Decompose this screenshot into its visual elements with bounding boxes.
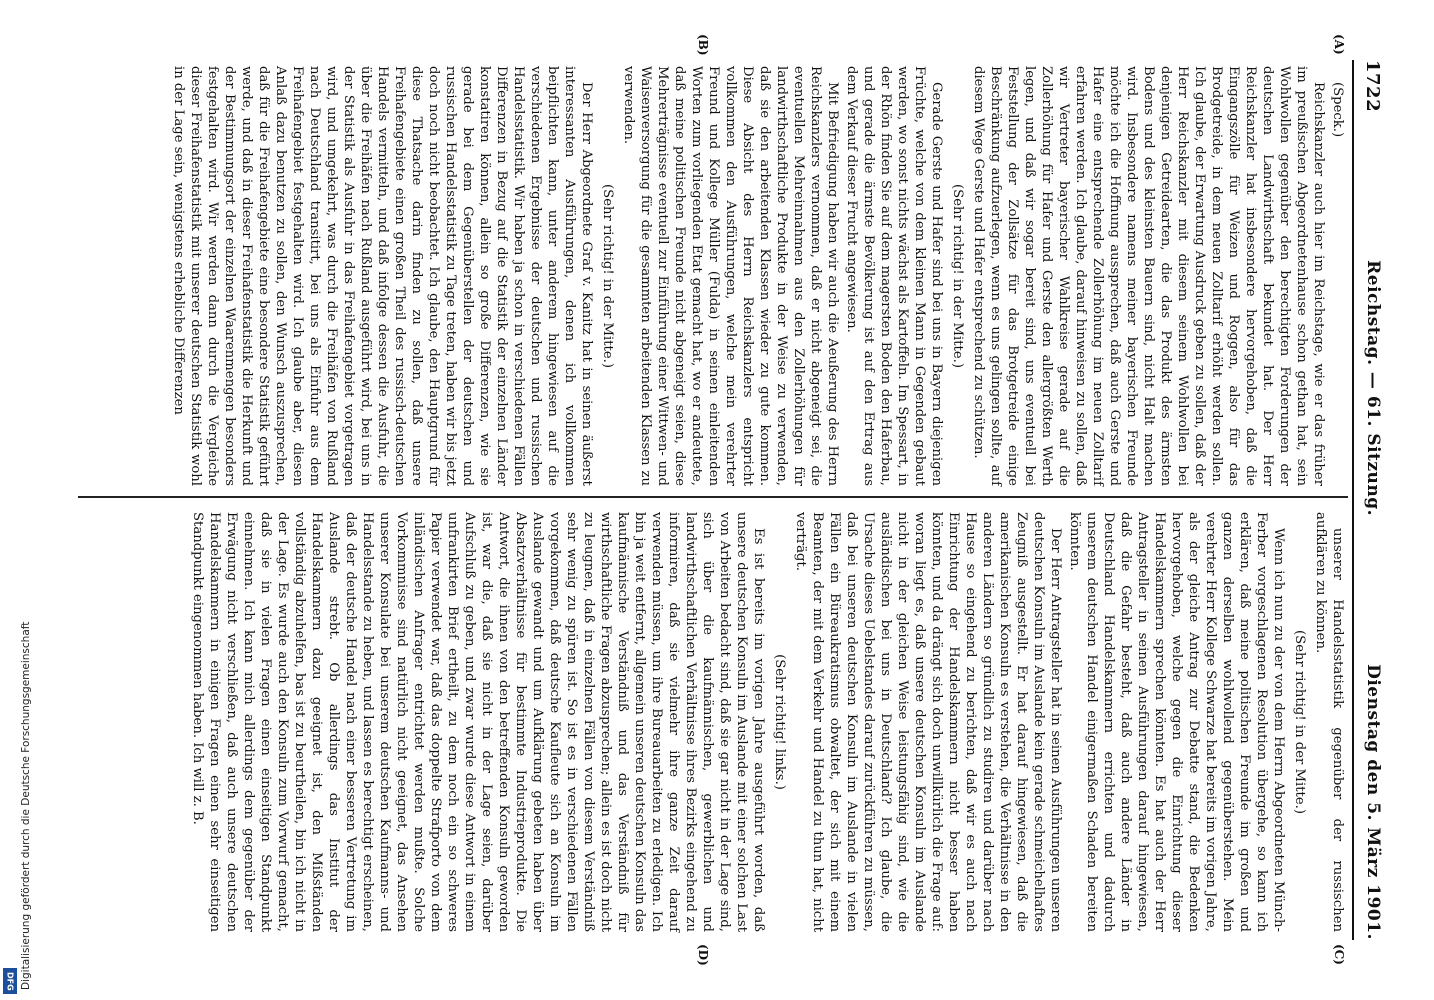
paragraph: Mit Befriedigung haben wir auch die Aeußerung des Herrn Reichskanzlers vernommen, daß er nicht abgeneigt sei, die eventuellen Mehreinnahmen aus den Zollerhöhungen für landwirthschaftliche Produkte in der Weise zu verwenden, daß sie den arbeitenden Klassen wieder zu gute kommen. Diese Absicht des Herrn Reichskanzlers entspricht vollkommen den Ausführungen, welche mein verehrter Freund und Kollege Müller (Fulda) in seinen einleitenden Worten zum vorliegenden Etat gemacht hat, wo er andeutete, daß meine politischen Freunde nicht abgeneigt seien, diese Mehrerträgnisse eventuell zur Einführung einer Wittwen- und Waisenversorgung für die gesammten arbeitenden Klassen zu verwenden. bbox=[621, 66, 840, 486]
paragraph: (Speck.) bbox=[1330, 82, 1345, 138]
paragraph: Der Herr Abgeordnete Graf v. Kanitz hat in seinen äußerst interessanten Ausführungen, denen ich vollkommen beipflichten kann, unter anderem hingewiesen auf die verschiedenen Ergebnisse der deutschen und russischen Handelsstatistik. Wir haben ja schon in verschiedenen Fällen Differenzen in Bezug auf die Statistik der einzelnen Länder konstatiren können, allein so große Differenzen, wie sie gerade bei dem Gegenüberstellen der deutschen und russischen Handelsstatistik zu Tage treten, haben wir bis jetzt doch noch nicht beobachtet. Ich glaube, den Hauptgrund für diese Thatsache darin finden zu sollen, daß unsere Freihafengebiete einen großen Theil des russisch-deutschen Handels vermitteln, und daß infolge dessen die Ausfuhr, die über die Freihäfen nach Rußland ausgeführt wird, bei uns in der Statistik als Ausfuhr in das Freihafengebiet vorgetragen wird, und umgekehrt, was durch die Freihäfen von Rußland nach Deutschland transitirt, bei uns als Einfuhr aus dem Freihafengebiet festgehalten wird. Ich glaube aber, diesen Anlaß dazu benutzen zu sollen, den Wunsch auszusprechen, daß für die Freihafengebiete eine besondere Statistik geführt werde, und daß in dieser Freihafenstatistik die Herkunft und der Bestimmungsort der einzelnen Waarenmengen besonders festgehalten wird. Wir werden dann durch die Vergleiche dieser Freihafenstatistik mit unserer deutschen Statistik wohl in der Lage sein, wenigstens erhebliche Differenzen bbox=[171, 66, 594, 486]
header-rule bbox=[1352, 60, 1354, 940]
paragraph: unserer Handelsstatistik gegenüber der russischen aufklären zu können. bbox=[1313, 512, 1345, 932]
page-number: 1722 bbox=[1362, 60, 1384, 113]
paragraph: Reichskanzler auch hier im Reichstage, wie er das früher im preußischen Abgeordnetenhause schon gethan hat, sein Wohlwollen gegenüber den berechtigten Forderungen der deutschen Landwirthschaft bekundet hat. Der Herr Reichskanzler hat insbesondere hervorgehoben, daß die Eingangszölle für Weizen und Roggen, also für das Brodgetreide, in dem neuen Zolltarif erhöht werden sollen. Ich glaube, der Erwartung Ausdruck geben zu sollen, daß der Herr Reichskanzler mit diesem seinem Wohlwollen bei denjenigen Getreidearten, die das Produkt des ärmsten Bodens und des kleinsten Bauern sind, nicht Halt machen wird. Insbesondere namens meiner bayerischen Freunde möchte ich die Hoffnung aussprechen, daß auch Gerste und Hafer eine entsprechende Zollerhöhung im neuen Zolltarif erfahren werden. Ich glaube, darauf hinweisen zu sollen, daß wir Vertreter bayerischer Wahlkreise gerade auf die Zollerhöhung für Hafer und Gerste den allergrößten Werth legen, und daß wir sogar bereit sind, uns eventuell bei Feststellung der Zollsätze für das Brotgetreide einige Beschränkung aufzuerlegen, wenn es uns gelingen sollte, auf diesem Wege Gerste und Hafer entsprechend zu schützen. bbox=[971, 66, 1326, 486]
margin-marker-a: (A) bbox=[1332, 34, 1346, 55]
interjection: (Sehr richtig! links.) bbox=[772, 654, 787, 790]
column-divider bbox=[78, 496, 1348, 498]
interjection: (Sehr richtig! in der Mitte.) bbox=[1292, 630, 1307, 814]
session-date: Dienstag den 5. März 1901. bbox=[1363, 664, 1383, 940]
interjection: (Sehr richtig! in der Mitte.) bbox=[600, 184, 615, 368]
margin-marker-c: (C) bbox=[1332, 944, 1346, 965]
paragraph: Gerade Gerste und Hafer sind bei uns in Bayern diejenigen Früchte, welche von dem kleinen Mann in Gegenden gebaut werden, wo sonst nichts wächst als Kartoffeln. Im Spessart, in der Rhön finden Sie auf dem magersten Boden den Haferbau, und gerade die ärmste Bevölkerung ist auf den Ertrag aus dem Verkauf dieser Frucht angewiesen. bbox=[844, 66, 944, 486]
left-column bbox=[168, 66, 1346, 486]
credit-text: Digitalisierung gefördert durch die Deutsche Forschungsgemeinschaft bbox=[20, 621, 32, 990]
session-title: Reichstag. — 61. Sitzung. bbox=[1363, 260, 1383, 517]
dfg-logo bbox=[3, 968, 17, 994]
page-header bbox=[1356, 60, 1390, 940]
paragraph: Der Herr Antragsteller hat in seinen Ausführungen unseren deutschen Konsuln im Auslande kein gerade schmeichelhaftes Zeugniß ausgestellt. Er hat darauf hingewiesen, daß die amerikanischen Konsuln es verstehen, die Verhältnisse in den anderen Ländern so gründlich zu studiren und darüber nach Hause so eingehend zu berichten, daß wir es auch nach Einrichtung der Handelskammern nicht besser haben könnten, und da drängt sich doch unwillkürlich die Frage auf: woran liegt es, daß unsere deutschen Konsuln im Auslande nicht in der gleichen Weise leistungsfähig sind, wie die ausländischen bei uns in Deutschland? Ich glaube, die Ursache dieses Uebelstandes darauf zurückführen zu müssen, daß bei unseren deutschen Konsuln im Auslande in vielen Fällen ein Büreaukratismus obwaltet, der sich mit einem Beamten, der mit dem Verkehr und Handel zu thun hat, nicht verträgt. bbox=[793, 512, 1063, 932]
dfg-logo-text: DFG bbox=[5, 971, 15, 991]
digitization-credit bbox=[2, 0, 32, 1000]
paragraph: Es ist bereits im vorigen Jahre ausgeführt worden, daß unsere deutschen Konsuln im Auslande mit einer solchen Last von Arbeiten bedacht sind, daß sie gar nicht in der Lage sind, sich über die kaufmännischen, gewerblichen und landwirthschaftlichen Verhältnisse ihres Bezirks eingehend zu informiren, daß sie vielmehr ihre ganze Zeit darauf verwenden müssen, um ihre Bureauarbeiten zu erledigen. Ich bin ja weit entfernt, allgemein unseren deutschen Konsuln das kaufmännische Verständniß und das Verständniß für wirthschaftliche Fragen abzusprechen; allein es ist doch nicht zu leugnen, daß in einzelnen Fällen von diesem Verständniß sehr wenig zu spüren ist. So ist es in verschiedenen Fällen vorgekommen, daß deutsche Kaufleute sich an Konsuln im Auslande gewandt und um Aufklärung gebeten haben über Absatzverhältnisse für bestimmte Industrieprodukte. Die Antwort, die ihnen von den betreffenden Konsuln geworden ist, war die, daß sie nicht in der Lage seien, darüber Aufschluß zu geben, und zwar wurde diese Antwort in einem unfrankirten Brief ertheilt, zu dem noch ein so schweres Papier verwendet war, daß das doppelte Strafporto von dem inländischen Anfrager entrichtet werden mußte. Solche Vorkommnisse sind natürlich nicht geeignet, das Ansehen unserer Konsulate bei unserem deutschen Kaufmanns- und Handelsstande zu heben, und lassen es berechtigt erscheinen, daß der deutsche Handel nach einer besseren Vertretung im Auslande strebt. Ob allerdings das Institut der Handelskammern dazu geeignet ist, den Mißständen vollständig abzuhelfen, bas ist zu beurtheilen, bin ich nicht in der Lage. Es wurde auch den Konsuln zum Vorwurf gemacht, daß sie in vielen Fragen einen einseitigen Standpunkt einnehmen. Ich kann mich allerdings dem gegenüber der Erwägung nicht verschließen, daß auch unsere deutschen Handelskammern in einigen Fragen einen sehr einseitigen Standpunkt eingenommen haben. Ich will z. B. bbox=[190, 512, 766, 932]
paragraph: Wenn ich nun zu der von dem Herrn Abgeordneten Münch-Ferber vorgeschlagenen Resolution übergehe, so kann ich erklären, daß meine politischen Freunde im großen und ganzen derselben wohlwollend gegenüberstehen. Mein verehrter Herr Kollege Schwarze hat bereits im vorigen Jahre, als der gleiche Antrag zur Debatte stand, die Bedenken hervorgehoben, welche gegen die Einrichtung dieser Handelskammern sprechen könnten. Es hat auch der Herr Antragsteller in seinen Ausführungen darauf hingewiesen, daß die Gefahr besteht, daß auch andere Länder in Deutschland Handelskammern errichten und dadurch unserem deutschen Handel einigermaßen Schaden bereiten könnten. bbox=[1067, 512, 1286, 932]
interjection: (Sehr richtig! in der Mitte.) bbox=[950, 184, 965, 368]
margin-marker-d: (D) bbox=[696, 944, 710, 966]
margin-marker-b: (B) bbox=[696, 34, 710, 56]
right-column bbox=[187, 512, 1346, 932]
rotated-content bbox=[50, 34, 1390, 966]
